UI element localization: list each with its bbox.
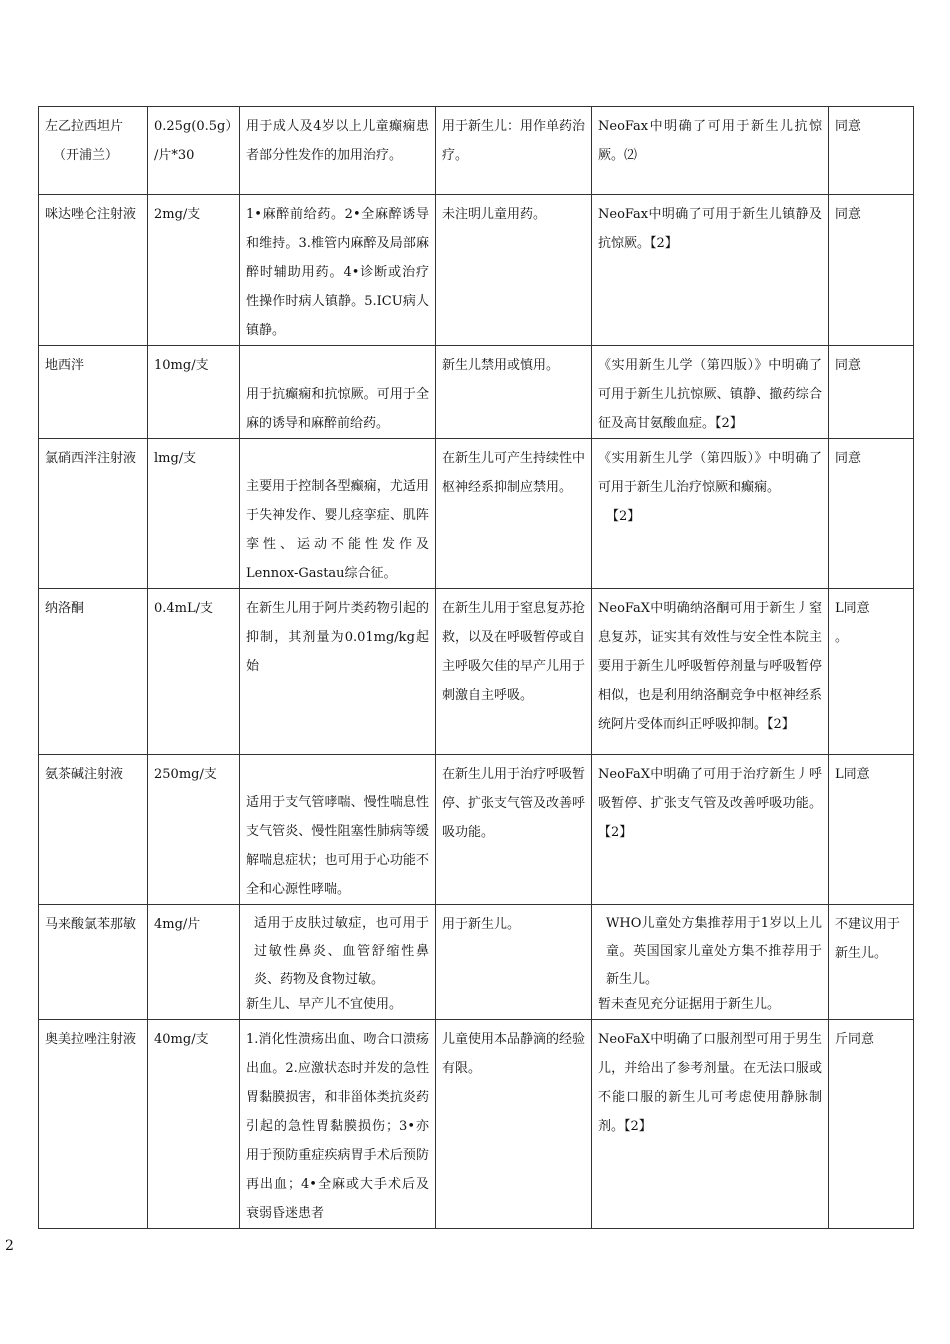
spec-cell: 0.4mL/支 — [148, 589, 240, 755]
table-row — [39, 1020, 914, 1229]
label-note-cell: 在新生儿可产生持续性中枢神经系抑制应禁用。 — [436, 439, 592, 589]
spec-cell: 10mg/支 — [148, 346, 240, 439]
drug-name-cell: 马来酸氯苯那敏 — [39, 905, 148, 1020]
decision-cell: 同意 — [829, 107, 914, 195]
indication-cell: 1.消化性溃疡出血、吻合口溃疡出血。2.应激状态时并发的急性胃黏膜损害，和非甾体类抗炎药引起的急性胃黏膜损伤；3•亦用于预防重症疾病胃手术后预防再出血；4•全麻或大手术后及衰弱昏迷患者 — [240, 1020, 436, 1229]
decision-cell: 不建议用于新生儿。 — [829, 905, 914, 1020]
evidence-cell: NeoFax中明确了可用于新生儿镇静及抗惊厥。【2】 — [592, 195, 829, 346]
indication-cell: 1•麻醉前给药。2•全麻醉诱导和维持。3.椎管内麻醉及局部麻醉时辅助用药。4•诊断或治疗性操作时病人镇静。5.ICU病人镇静。 — [240, 195, 436, 346]
label-note-cell: 用于新生儿。 — [436, 905, 592, 1020]
evidence-cell: NeoFaX中明确了可用于治疗新生丿呼吸暂停、扩张支气管及改善呼吸功能。【2】 — [592, 755, 829, 905]
label-note-cell: 用于新生儿：用作单药治疗。 — [436, 107, 592, 195]
drug-name-cell: 奥美拉唑注射液 — [39, 1020, 148, 1229]
evidence-cell: NeoFaX中明确了口服剂型可用于男生儿，并给出了参考剂量。在无法口服或不能口服的新生儿可考虑使用静脉制剂。【2】 — [592, 1020, 829, 1229]
drug-name-cell: 纳洛酮 — [39, 589, 148, 755]
indication-cell: 在新生儿用于阿片类药物引起的抑制，其剂量为0.01mg/kg起始 — [240, 589, 436, 755]
indication-cell: 用于成人及4岁以上儿童癫痫患者部分性发作的加用治疗。 — [240, 107, 436, 195]
decision-cell: L同意 — [829, 755, 914, 905]
evidence-cell: NeoFax中明确了可用于新生儿抗惊厥。⑵ — [592, 107, 829, 195]
decision-cell: 同意 — [829, 195, 914, 346]
spec-cell: 4mg/片 — [148, 905, 240, 1020]
table-row — [39, 107, 914, 195]
decision-cell: 斤同意 — [829, 1020, 914, 1229]
table-row — [39, 346, 914, 439]
spec-cell: 2mg/支 — [148, 195, 240, 346]
table-row — [39, 195, 914, 346]
label-note-cell: 儿童使用本品静滴的经验有限。 — [436, 1020, 592, 1229]
indication-cell: 适用于支气管哮喘、慢性喘息性支气管炎、慢性阻塞性肺病等缓解喘息症状；也可用于心功能不全和心源性哮喘。 — [240, 755, 436, 905]
table-row — [39, 589, 914, 755]
drug-name-cell: 左乙拉西坦片 （开浦兰） — [39, 107, 148, 195]
evidence-cell: NeoFaX中明确纳洛酮可用于新生丿窒息复苏，证实其有效性与安全性本院主要用于新生儿呼吸暂停剂量与呼吸暂停相似，也是利用纳洛酮竞争中枢神经系统阿片受体而纠正呼吸抑制。【2】 — [592, 589, 829, 755]
drug-name-cell: 氯硝西泮注射液 — [39, 439, 148, 589]
drug-name-cell: 氨茶碱注射液 — [39, 755, 148, 905]
drug-approval-table — [38, 106, 914, 1229]
table-row — [39, 439, 914, 589]
decision-cell: L同意 。 — [829, 589, 914, 755]
decision-cell: 同意 — [829, 439, 914, 589]
spec-cell: 0.25g(0.5g）/片*30 — [148, 107, 240, 195]
table-row — [39, 905, 914, 1020]
label-note-cell: 未注明儿童用药。 — [436, 195, 592, 346]
drug-name-cell: 咪达唑仑注射液 — [39, 195, 148, 346]
indication-cell: 用于抗癫痫和抗惊厥。可用于全麻的诱导和麻醉前给药。 — [240, 346, 436, 439]
page-number: 2 — [5, 1238, 14, 1254]
spec-cell: 250mg/支 — [148, 755, 240, 905]
evidence-cell: 《实用新生儿学（第四版）》中明确了可用于新生儿治疗惊厥和癫痫。 【2】 — [592, 439, 829, 589]
label-note-cell: 新生儿禁用或慎用。 — [436, 346, 592, 439]
indication-cell: 适用于皮肤过敏症，也可用于过敏性鼻炎、血管舒缩性鼻炎、药物及食物过敏。 新生儿、早产儿不宜使用。 — [240, 905, 436, 1020]
label-note-cell: 在新生儿用于治疗呼吸暂停、扩张支气管及改善呼吸功能。 — [436, 755, 592, 905]
label-note-cell: 在新生儿用于窒息复苏抢救，以及在呼吸暂停或自主呼吸欠佳的早产儿用于刺激自主呼吸。 — [436, 589, 592, 755]
decision-cell: 同意 — [829, 346, 914, 439]
table-row — [39, 755, 914, 905]
evidence-cell: WHO儿童处方集推荐用于1岁以上儿童。英国国家儿童处方集不推荐用于新生儿。 暂未查见充分证据用于新生儿。 — [592, 905, 829, 1020]
evidence-cell: 《实用新生儿学（第四版）》中明确了可用于新生儿抗惊厥、镇静、撤药综合征及高甘氨酸血症。【2】 — [592, 346, 829, 439]
drug-name-cell: 地西泮 — [39, 346, 148, 439]
spec-cell: lmg/支 — [148, 439, 240, 589]
spec-cell: 40mg/支 — [148, 1020, 240, 1229]
indication-cell: 主要用于控制各型癫痫，尤适用于失神发作、婴儿痉挛症、肌阵挛性、运动不能性发作及Lennox-Gastau综合征。 — [240, 439, 436, 589]
